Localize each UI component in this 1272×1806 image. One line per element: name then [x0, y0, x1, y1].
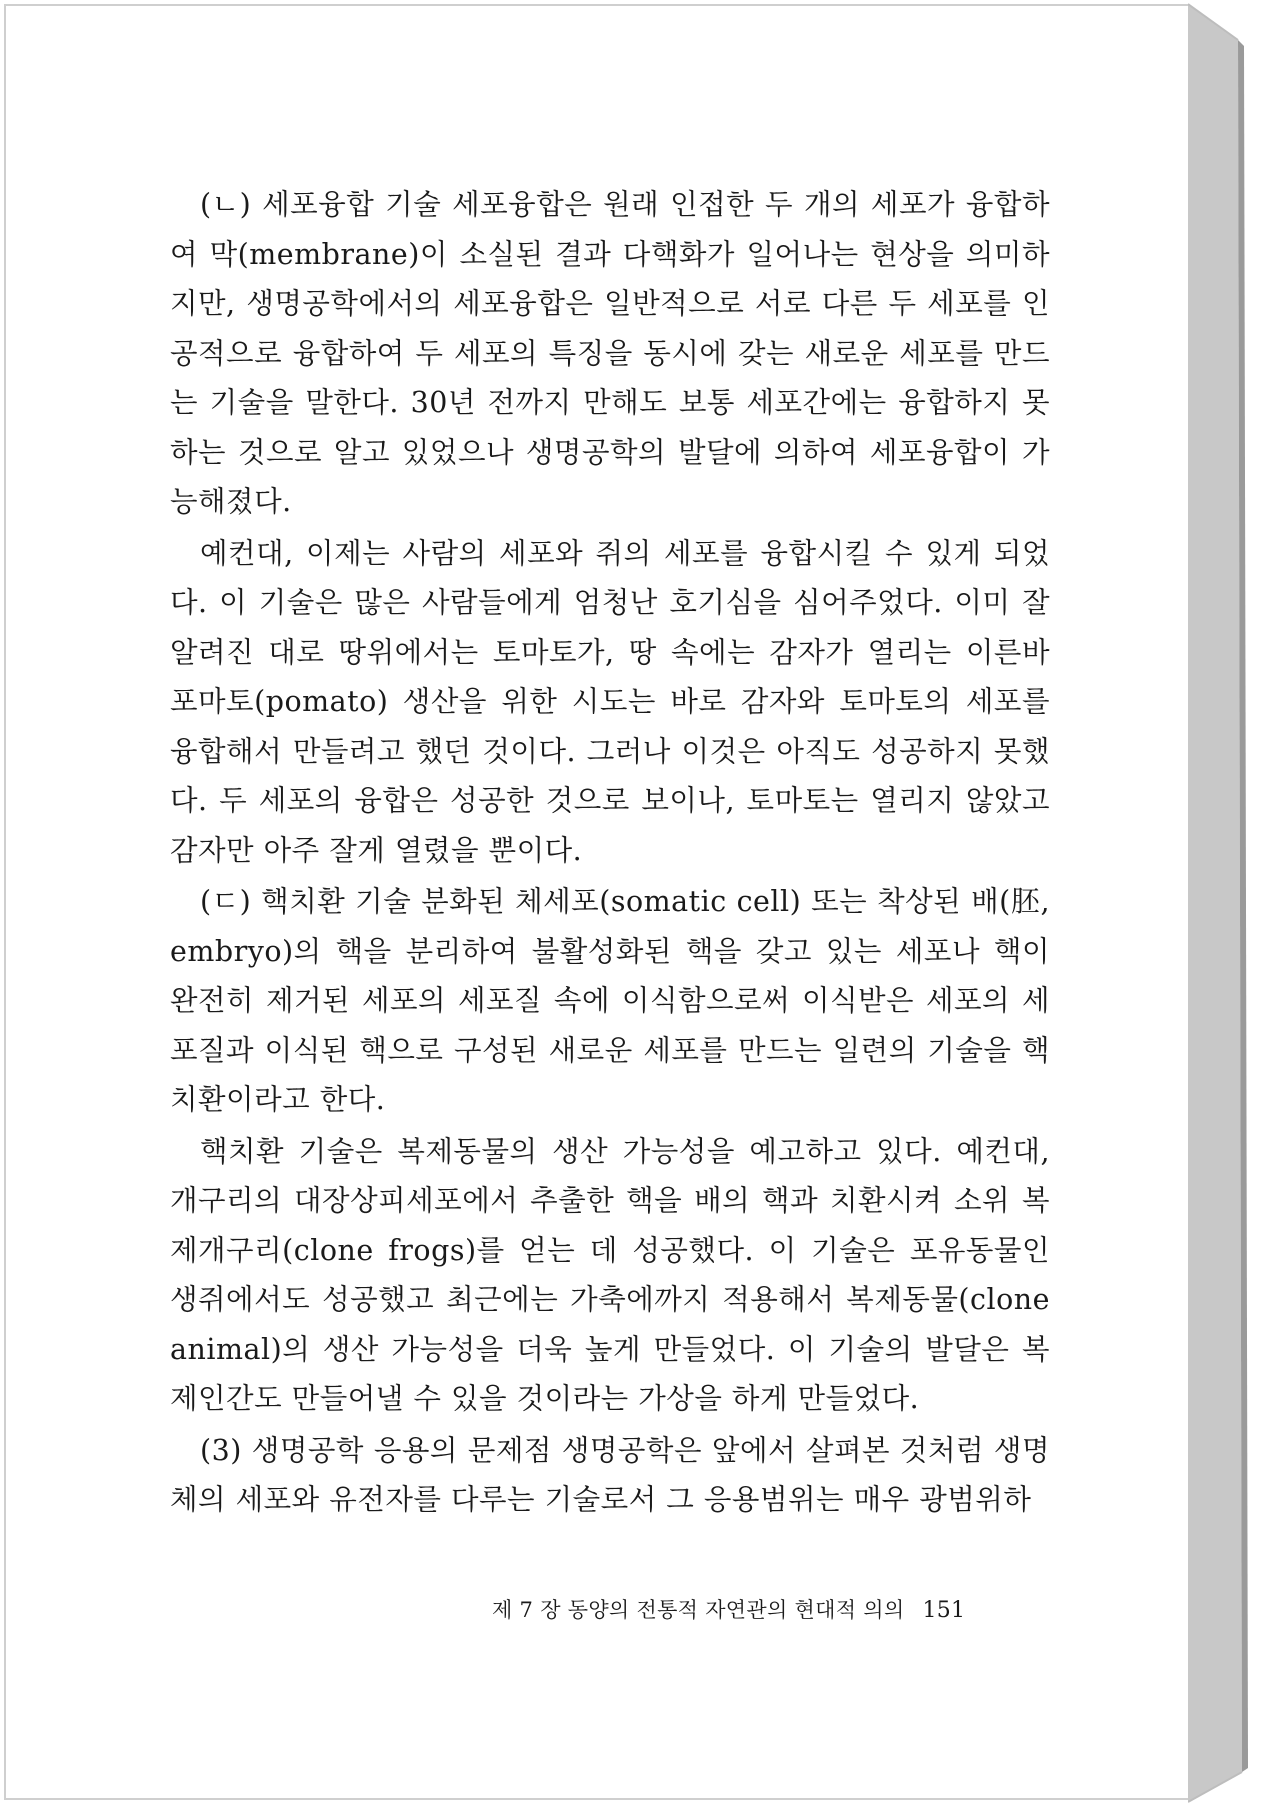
paragraph-nuclear-transfer: (ㄷ) 핵치환 기술 분화된 체세포(somatic cell) 또는 착상된 배(胚, embryo)의 핵을 분리하여 불활성화된 핵을 갖고 있는 세포나 핵이 완전히 제거된 세포의 세포질 속에 이식함으로써 이식받은 세포의 세포질과 이식된 핵으로 구성된 새로운 세포를 만드는 일련의 기술을 핵치환이라고 한다. [170, 885, 1050, 1116]
paragraph-cell-fusion: (ㄴ) 세포융합 기술 세포융합은 원래 인접한 두 개의 세포가 융합하여 막(membrane)이 소실된 결과 다핵화가 일어나는 현상을 의미하지만, 생명공학에서의 세포융합은 일반적으로 서로 다른 두 세포를 인공적으로 융합하여 두 세포의 특징을 동시에 갖는 새로운 세포를 만드는 기술을 말한다. 30년 전까지 만해도 보통 세포간에는 융합하지 못하는 것으로 알고 있었으나 생명공학의 발달에 의하여 세포융합이 가능해졌다. [170, 188, 1050, 518]
body-text [170, 180, 1050, 1525]
document-page [4, 4, 1188, 1800]
page-edge-shadow [1188, 0, 1272, 1806]
page-number: 151 [922, 1598, 966, 1623]
page-footer [492, 1594, 965, 1624]
paragraph-nuclear-transfer-cloning: 핵치환 기술은 복제동물의 생산 가능성을 예고하고 있다. 예컨대, 개구리의 대장상피세포에서 추출한 핵을 배의 핵과 치환시켜 소위 복제개구리(clone frogs)를 얻는 데 성공했다. 이 기술은 포유동물인 생쥐에서도 성공했고 최근에는 가축에까지 적용해서 복제동물(clone animal)의 생산 가능성을 더욱 높게 만들었다. 이 기술의 발달은 복제인간도 만들어낼 수 있을 것이라는 가상을 하게 만들었다. [170, 1134, 1050, 1415]
paragraph-cell-fusion-example: 예컨대, 이제는 사람의 세포와 쥐의 세포를 융합시킬 수 있게 되었다. 이 기술은 많은 사람들에게 엄청난 호기심을 심어주었다. 이미 잘 알려진 대로 땅위에서는 토마토가, 땅 속에는 감자가 열리는 이른바 포마토(pomato) 생산을 위한 시도는 바로 감자와 토마토의 세포를 융합해서 만들려고 했던 것이다. 그러나 이것은 아직도 성공하지 못했다. 두 세포의 융합은 성공한 것으로 보이나, 토마토는 열리지 않았고 감자만 아주 잘게 열렸을 뿐이다. [170, 536, 1050, 867]
running-head: 제 7 장 동양의 전통적 자연관의 현대적 의의 [492, 1598, 905, 1622]
paragraph-biotech-problems: (3) 생명공학 응용의 문제점 생명공학은 앞에서 살펴본 것처럼 생명체의 세포와 유전자를 다루는 기술로서 그 응용범위는 매우 광범위하 [170, 1433, 1050, 1516]
